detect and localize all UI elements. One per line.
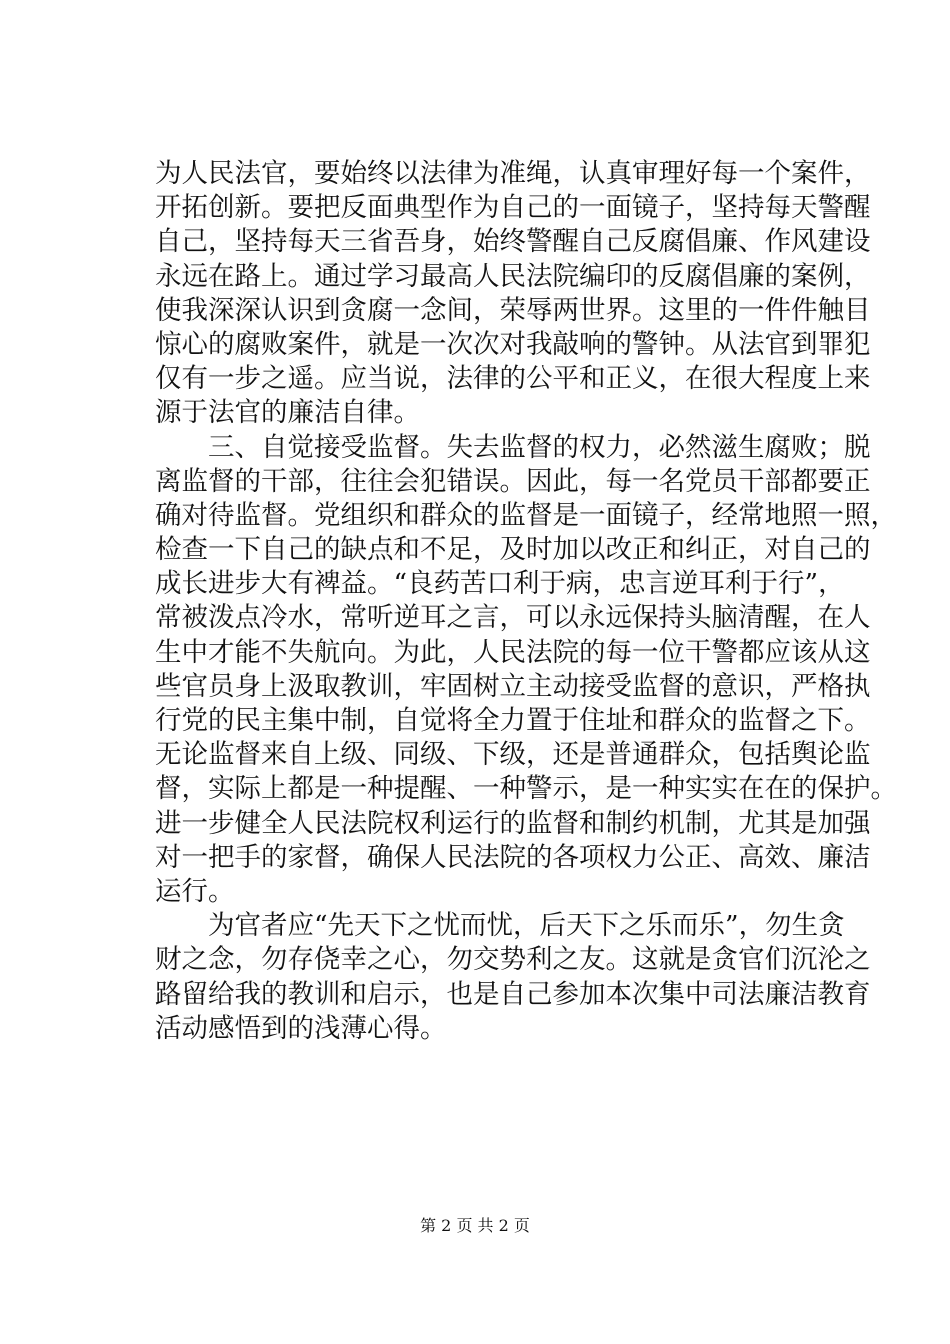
body-text [155,157,897,1046]
text-line: 进一步健全人民法院权利运行的监督和制约机制，尤其是加强 [155,807,871,839]
page-number-footer: 第 2 页 共 2 页 [420,1216,530,1235]
text-line: 开拓创新。要把反面典型作为自己的一面镜子，坚持每天警醒 [155,192,871,224]
text-line: 行党的民主集中制，自觉将全力置于住址和群众的监督之下。 [155,705,871,736]
text-line: 无论监督来自上级、同级、下级，还是普通群众，包括舆论监 [155,739,871,771]
text-line: 常被泼点冷水，常听逆耳之言，可以永远保持头脑清醒，在人 [155,602,871,634]
text-line: 财之念，勿存侥幸之心，勿交势利之友。这就是贪官们沉沦之 [155,944,871,976]
text-line: 为人民法官，要始终以法律为准绳，认真审理好每一个案件， [155,158,871,189]
text-line: 些官员身上汲取教训，牢固树立主动接受监督的意识，严格执 [155,670,871,702]
text-line: 离监督的干部，往往会犯错误。因此，每一名党员干部都要正 [155,465,871,497]
text-line: 督，实际上都是一种提醒、一种警示，是一种实实在在的保护。 [155,773,897,805]
text-line: 仅有一步之遥。应当说，法律的公平和正义，在很大程度上来 [155,363,871,395]
text-line: 对一把手的家督，确保人民法院的各项权力公正、高效、廉洁 [155,841,871,873]
text-line: 永远在路上。通过学习最高人民法院编印的反腐倡廉的案例， [155,260,871,292]
text-line: 检查一下自己的缺点和不足，及时加以改正和纠正，对自己的 [155,534,871,566]
text-line: 源于法官的廉洁自律。 [155,397,420,429]
text-line: 惊心的腐败案件，就是一次次对我敲响的警钟。从法官到罪犯 [155,328,871,360]
text-line: 路留给我的教训和启示，也是自己参加本次集中司法廉洁教育 [155,978,871,1010]
text-line: 生中才能不失航向。为此，人民法院的每一位干警都应该从这 [155,636,871,668]
text-line: 自己，坚持每天三省吾身，始终警醒自己反腐倡廉、作风建设 [155,226,871,258]
text-line: 运行。 [155,875,235,907]
text-line: 成长进步大有裨益。“良药苦口利于病，忠言逆耳利于行”， [155,568,845,600]
text-line: 三、自觉接受监督。失去监督的权力，必然滋生腐败；脱 [155,431,871,463]
text-line: 为官者应“先天下之忧而忧，后天下之乐而乐”，勿生贪 [155,910,845,942]
text-line: 活动感悟到的浅薄心得。 [155,1012,447,1044]
text-line: 使我深深认识到贪腐一念间，荣辱两世界。这里的一件件触目 [155,294,871,326]
text-line: 确对待监督。党组织和群众的监督是一面镜子，经常地照一照， [155,499,897,531]
